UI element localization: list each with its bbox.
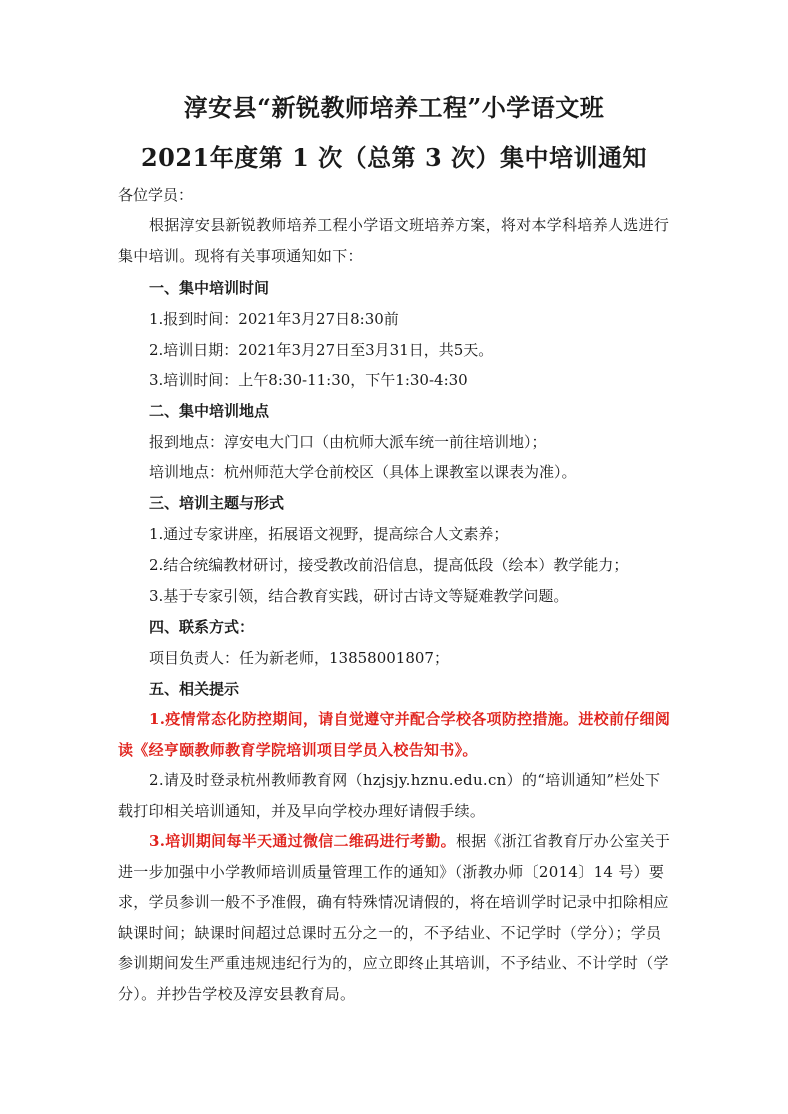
list-item: 2.培训日期：2021年3月27日至3月31日，共5天。 — [149, 341, 494, 359]
list-item: 培训地点：杭州师范大学仓前校区（具体上课教室以课表为准）。 — [149, 463, 577, 481]
list-item: 3.基于专家引领，结合教育实践，研讨古诗文等疑难教学问题。 — [149, 587, 569, 605]
attendance-highlight: 3.培训期间每半天通过微信二维码进行考勤。 — [149, 832, 456, 850]
list-item: 1.报到时间：2021年3月27日8:30前 — [149, 310, 399, 328]
section-heading-theme: 三、培训主题与形式 — [149, 494, 285, 512]
section-heading-contact: 四、联系方式： — [149, 618, 255, 636]
list-item: 报到地点：淳安电大门口（由杭师大派车统一前往培训地）； — [149, 433, 547, 451]
tip-leave: 2.请及时登录杭州教师教育网（hzjsjy.hznu.edu.cn）的“培训通知”栏处下载打印相关培训通知，并及早向学校办理好请假手续。 — [118, 771, 661, 820]
list-item: 2.结合统编教材研讨，接受教改前沿信息，提高低段（绘本）教学能力； — [149, 556, 629, 574]
list-item: 1.通过专家讲座，拓展语文视野，提高综合人文素养； — [149, 525, 509, 543]
document-title: 淳安县“新锐教师培养工程”小学语文班 — [183, 93, 605, 122]
section-heading-tips: 五、相关提示 — [149, 680, 240, 698]
attendance-rules: 根据《浙江省教育厅办公室关于进一步加强中小学教师培训质量管理工作的通知》（浙教办师〔2014〕14 号）要求，学员参训一般不予准假，确有特殊情况请假的，将在培训学时记录中扣除相应缺课时间；缺课时间超过总课时五分之一的，不予结业、不记学时（学分）；学员参训期间发生严重违规违纪行为的，应立即终止其培训，不予结业、不计学时（学分）。并抄告学校及淳安县教育局。 — [118, 832, 671, 1003]
list-item: 项目负责人：任为新老师，13858001807； — [149, 649, 449, 667]
list-item: 3.培训时间：上午8:30-11:30，下午1:30-4:30 — [149, 371, 468, 389]
section-heading-time: 一、集中培训时间 — [149, 279, 270, 297]
tip-attendance — [118, 826, 674, 1010]
document-subtitle: 2021年度第 1 次（总第 3 次）集中培训通知 — [140, 143, 648, 172]
tip-epidemic: 1.疫情常态化防控期间，请自觉遵守并配合学校各项防控措施。进校前仔细阅读《经亨颐教师教育学院培训项目学员入校告知书》。 — [118, 710, 671, 759]
section-heading-location: 二、集中培训地点 — [149, 402, 270, 420]
intro-paragraph: 根据淳安县新锐教师培养工程小学语文班培养方案，将对本学科培养人选进行集中培训。现将有关事项通知如下： — [118, 216, 670, 265]
salutation: 各位学员： — [118, 186, 194, 204]
